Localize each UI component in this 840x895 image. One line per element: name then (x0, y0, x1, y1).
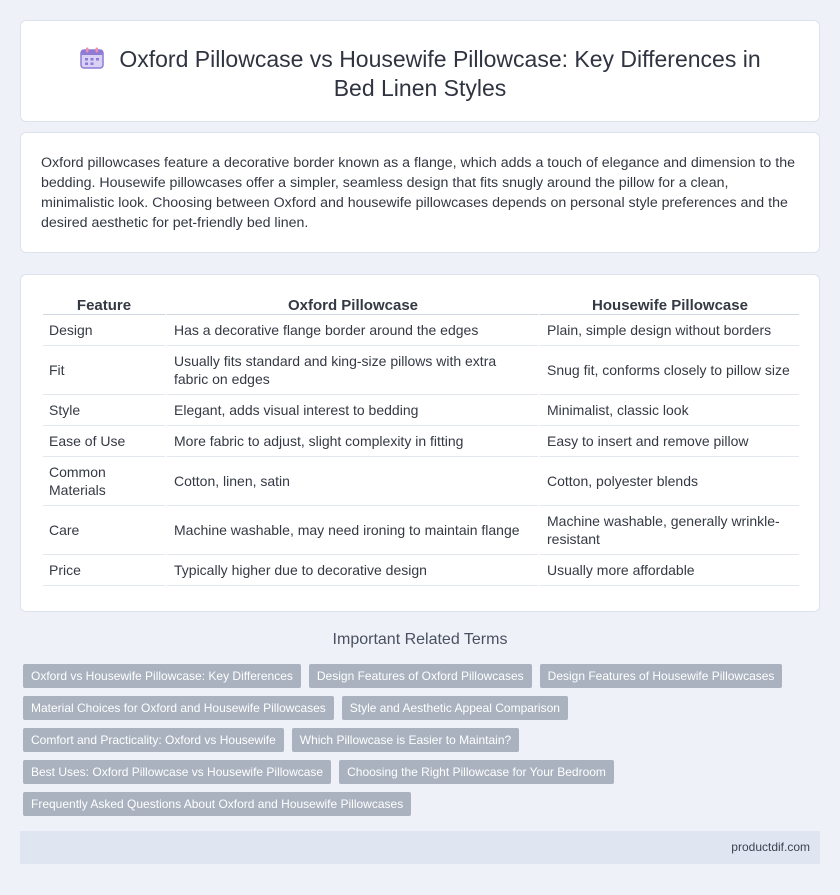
calendar-icon (79, 47, 105, 69)
row-oxford: Has a decorative flange border around the edges (165, 315, 538, 346)
related-term-link[interactable]: Design Features of Housewife Pillowcases (540, 664, 783, 688)
intro-paragraph: Oxford pillowcases feature a decorative border known as a flange, which adds a touch of elegance and dimension to the bedding. Housewife pillowcases offer a simpler, seamless design that fits snugly around the pillow for a clean, minimalistic look. Choosing between Oxford and housewife pillowcases depends on personal style preferences and the desired aesthetic for pet-friendly bed linen. (41, 155, 795, 231)
table-row (43, 395, 799, 426)
intro-card (20, 132, 820, 253)
table-row (43, 315, 799, 346)
related-terms-list (23, 664, 813, 816)
row-feature: Price (43, 555, 165, 586)
comparison-card (20, 274, 820, 612)
related-term-link[interactable]: Style and Aesthetic Appeal Comparison (342, 696, 568, 720)
related-terms-title: Important Related Terms (332, 631, 508, 648)
row-feature: Care (43, 506, 165, 555)
related-term-link[interactable]: Best Uses: Oxford Pillowcase vs Housewife Pillowcase (23, 760, 331, 784)
row-housewife: Machine washable, generally wrinkle-resistant (538, 506, 799, 555)
row-feature: Ease of Use (43, 426, 165, 457)
footer-bar (20, 831, 820, 864)
row-oxford: More fabric to adjust, slight complexity in fitting (165, 426, 538, 457)
row-housewife: Minimalist, classic look (538, 395, 799, 426)
row-oxford: Elegant, adds visual interest to bedding (165, 395, 538, 426)
page-title: Oxford Pillowcase vs Housewife Pillowcase: Key Differences in Bed Linen Styles (119, 46, 761, 101)
table-row (43, 555, 799, 586)
row-housewife: Plain, simple design without borders (538, 315, 799, 346)
row-housewife: Easy to insert and remove pillow (538, 426, 799, 457)
table-row (43, 346, 799, 395)
row-housewife: Usually more affordable (538, 555, 799, 586)
header-housewife: Housewife Pillowcase (538, 295, 799, 315)
header-card (20, 20, 820, 122)
row-oxford: Machine washable, may need ironing to maintain flange (165, 506, 538, 555)
table-row (43, 457, 799, 506)
row-feature: Fit (43, 346, 165, 395)
related-term-link[interactable]: Design Features of Oxford Pillowcases (309, 664, 532, 688)
header-oxford: Oxford Pillowcase (165, 295, 538, 315)
footer-site-link[interactable]: productdif.com (731, 840, 810, 854)
page-title-row (21, 45, 819, 103)
related-term-link[interactable]: Comfort and Practicality: Oxford vs Housewife (23, 728, 284, 752)
table-row (43, 426, 799, 457)
row-housewife: Cotton, polyester blends (538, 457, 799, 506)
row-housewife: Snug fit, conforms closely to pillow size (538, 346, 799, 395)
table-row (43, 506, 799, 555)
row-oxford: Usually fits standard and king-size pillows with extra fabric on edges (165, 346, 538, 395)
table-header-row (43, 295, 799, 315)
related-term-link[interactable]: Choosing the Right Pillowcase for Your Bedroom (339, 760, 614, 784)
row-feature: Common Materials (43, 457, 165, 506)
related-term-link[interactable]: Frequently Asked Questions About Oxford and Housewife Pillowcases (23, 792, 411, 816)
row-feature: Design (43, 315, 165, 346)
comparison-table (43, 295, 799, 586)
header-feature: Feature (43, 295, 165, 315)
related-term-link[interactable]: Material Choices for Oxford and Housewife Pillowcases (23, 696, 334, 720)
row-oxford: Cotton, linen, satin (165, 457, 538, 506)
related-term-link[interactable]: Which Pillowcase is Easier to Maintain? (292, 728, 519, 752)
row-feature: Style (43, 395, 165, 426)
related-term-link[interactable]: Oxford vs Housewife Pillowcase: Key Differences (23, 664, 301, 688)
row-oxford: Typically higher due to decorative design (165, 555, 538, 586)
